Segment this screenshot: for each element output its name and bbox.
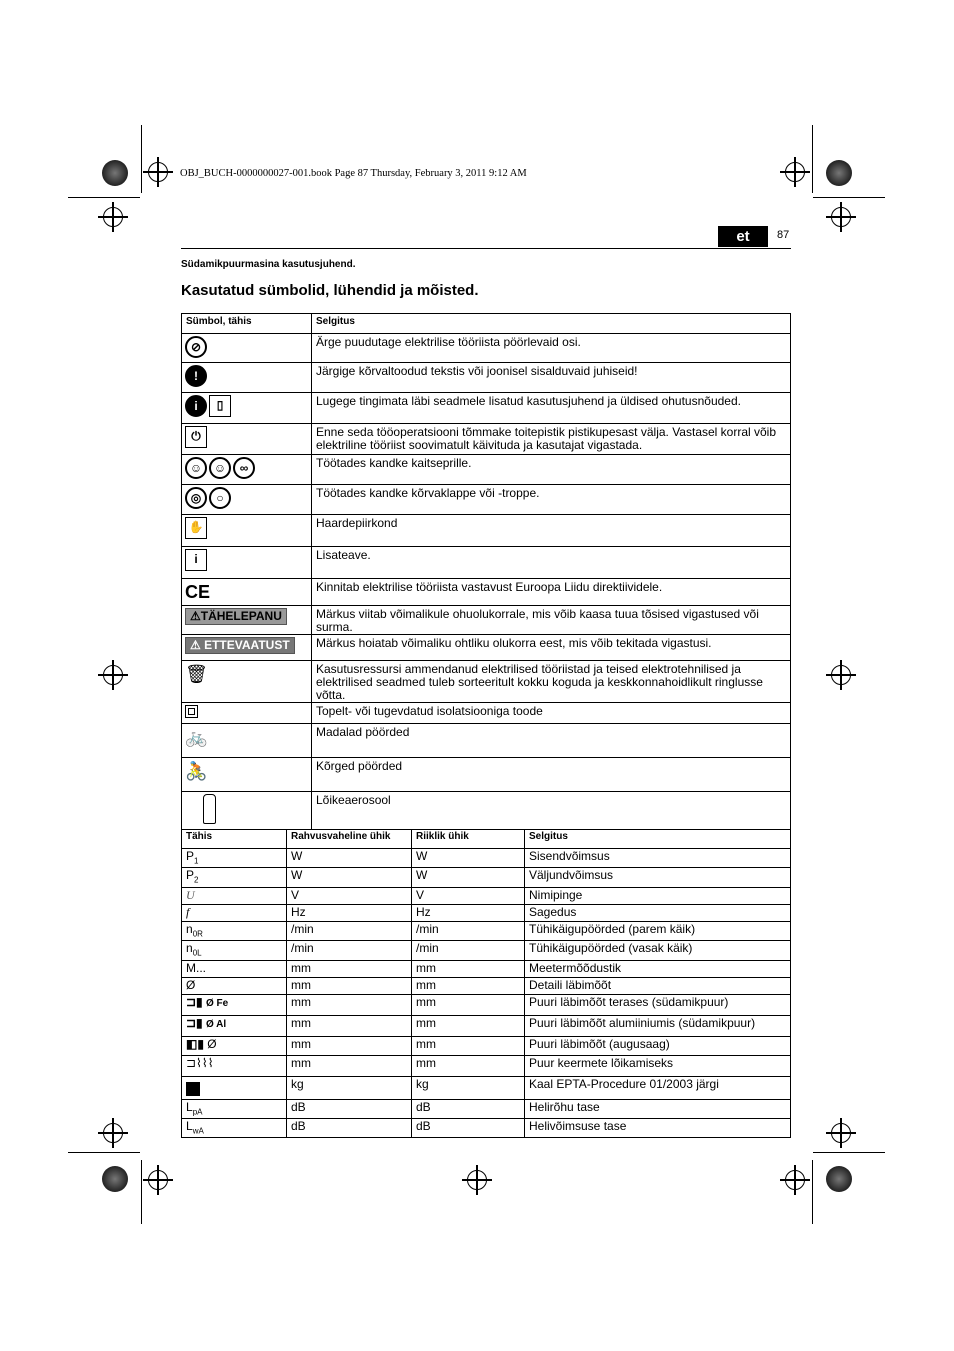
symbol-cell (182, 758, 312, 792)
intl-unit-cell: dB (287, 1118, 412, 1137)
crosshair-mark (103, 665, 123, 685)
symbol-cell (182, 904, 287, 921)
intl-unit-cell: mm (287, 994, 412, 1015)
description-cell: Sagedus (525, 904, 791, 921)
high-speed-bike-icon: 🚴 (185, 761, 208, 781)
symbol-cell (182, 1055, 287, 1076)
info-icon: i (185, 549, 207, 571)
description-cell: Lisateave. (312, 547, 791, 579)
crop-line (812, 125, 813, 193)
crosshair-mark (148, 1170, 168, 1190)
symbol-text: L (186, 1099, 193, 1114)
book-icon: ▯ (209, 395, 231, 417)
description-cell: Detaili läbimõõt (525, 977, 791, 994)
intl-unit-cell: mm (287, 1015, 412, 1036)
table-row (182, 363, 791, 393)
crop-line (141, 1160, 142, 1224)
column-header: Tähis (182, 830, 287, 849)
symbol-cell: M... (182, 960, 287, 977)
symbol-cell (182, 393, 312, 424)
description-cell: Madalad pöörded (312, 724, 791, 758)
crosshair-mark (103, 1123, 123, 1143)
table-row (182, 1055, 791, 1076)
national-unit-cell: /min (412, 941, 525, 960)
symbol-cell (182, 515, 312, 547)
exclamation-icon: ! (185, 365, 207, 387)
symbol-subscript: 0L (192, 948, 202, 958)
core-bit-aluminium-icon: ⊐▮ (186, 1015, 206, 1030)
description-cell: Lõikeaerosool (312, 792, 791, 830)
description-cell: Väljundvõimsus (525, 868, 791, 887)
registration-mark (102, 1166, 128, 1192)
national-unit-cell: dB (412, 1118, 525, 1137)
registration-mark (826, 160, 852, 186)
symbol-cell (182, 1036, 287, 1055)
table-row (182, 849, 791, 868)
description-cell: Kaal EPTA-Procedure 01/2003 järgi (525, 1076, 791, 1099)
symbol-text: n (186, 921, 193, 936)
symbol-subscript: pA (192, 1106, 203, 1116)
caution-label: ⚠ ETTEVAATUST (185, 637, 295, 654)
table-row (182, 661, 791, 703)
description-cell: Järgige kõrvaltoodud tekstis või joonisel sisalduvaid juhiseid! (312, 363, 791, 393)
table-row (182, 547, 791, 579)
national-unit-cell: mm (412, 960, 525, 977)
table-row (182, 1076, 791, 1099)
table-row (182, 887, 791, 904)
national-unit-cell: V (412, 887, 525, 904)
book-info: OBJ_BUCH-0000000027-001.book Page 87 Thursday, February 3, 2011 9:12 AM (180, 168, 527, 179)
symbol-subscript: 0R (192, 929, 203, 939)
description-cell: Kõrged pöörded (312, 758, 791, 792)
crop-line (812, 1160, 813, 1224)
national-unit-cell: mm (412, 994, 525, 1015)
symbol-text: Ø Al (206, 1018, 227, 1030)
symbol-cell (182, 941, 287, 960)
intl-unit-cell: W (287, 868, 412, 887)
low-speed-bike-icon: 🚲 (185, 727, 208, 747)
table-row (182, 977, 791, 994)
protective-goggles-icon: ∞ (233, 457, 255, 479)
table-row (182, 941, 791, 960)
description-cell: Ärge puudutage elektrilise tööriista pöörlevaid osi. (312, 334, 791, 363)
intl-unit-cell: mm (287, 1055, 412, 1076)
intl-unit-cell: Hz (287, 904, 412, 921)
caution-label-text: ETTEVAATUST (204, 638, 290, 652)
hole-saw-icon: ◧▮ (186, 1036, 208, 1051)
symbol-cell (182, 606, 312, 635)
face-shield-icon: ☺ (185, 457, 207, 479)
table-row (182, 334, 791, 363)
intl-unit-cell: /min (287, 941, 412, 960)
description-cell: Haardepiirkond (312, 515, 791, 547)
page-number: 87 (777, 229, 790, 241)
table-row (182, 1036, 791, 1055)
language-tab: et (718, 226, 768, 247)
national-unit-cell: /min (412, 921, 525, 940)
description-cell: Puuri läbimõõt terases (südamikpuur) (525, 994, 791, 1015)
symbol-cell (182, 635, 312, 661)
symbol-cell (182, 849, 287, 868)
registration-mark (102, 160, 128, 186)
helmet-icon: ☺ (209, 457, 231, 479)
table-row (182, 724, 791, 758)
table-header-row (182, 830, 791, 849)
column-header: Selgitus (312, 314, 791, 334)
crop-line (68, 197, 140, 198)
grip-area-icon: ✋ (185, 517, 207, 539)
table-row (182, 960, 791, 977)
crosshair-mark (831, 665, 851, 685)
column-header: Rahvusvaheline ühik (287, 830, 412, 849)
table-row (182, 424, 791, 455)
symbol-cell (182, 547, 312, 579)
description-cell: Märkus viitab võimalikule ohuolukorrale, mis võib kaasa tuua tõsised vigastused või surma. (312, 606, 791, 635)
national-unit-cell: W (412, 849, 525, 868)
intl-unit-cell: kg (287, 1076, 412, 1099)
symbol-text: L (186, 1118, 193, 1133)
registration-mark (826, 1166, 852, 1192)
symbol-cell (182, 424, 312, 455)
crop-line (813, 1152, 885, 1153)
description-cell: Nimipinge (525, 887, 791, 904)
table-row (182, 868, 791, 887)
table-row (182, 393, 791, 424)
symbol-cell (182, 887, 287, 904)
symbol-text: f (186, 904, 190, 919)
symbol-text: Ø Fe (206, 997, 229, 1009)
symbol-text: P (186, 849, 195, 863)
crosshair-mark (467, 1170, 487, 1190)
table-row (182, 703, 791, 724)
symbol-cell (182, 792, 312, 830)
symbol-cell: Ø (182, 977, 287, 994)
national-unit-cell: mm (412, 977, 525, 994)
symbol-text: P (186, 868, 195, 883)
description-cell: Töötades kandke kaitseprille. (312, 455, 791, 485)
ear-protection-icon: ◎ (185, 487, 207, 509)
table-row (182, 579, 791, 606)
intl-unit-cell: V (287, 887, 412, 904)
symbol-cell (182, 994, 287, 1015)
crosshair-mark (148, 162, 168, 182)
symbol-cell (182, 485, 312, 515)
intl-unit-cell: W (287, 849, 412, 868)
symbol-subscript: wA (192, 1126, 204, 1136)
intl-unit-cell: mm (287, 977, 412, 994)
ear-plug-icon: ○ (209, 487, 231, 509)
symbol-cell (182, 921, 287, 940)
symbol-cell (182, 1118, 287, 1137)
symbol-cell (182, 703, 312, 724)
column-header: Selgitus (525, 830, 791, 849)
crosshair-mark (785, 162, 805, 182)
crossed-bin-icon: 🗑 (185, 664, 208, 684)
national-unit-cell: kg (412, 1076, 525, 1099)
header-rule (181, 248, 791, 249)
description-cell: Kinnitab elektrilise tööriista vastavust Euroopa Liidu direktiividele. (312, 579, 791, 606)
table-row (182, 994, 791, 1015)
crosshair-mark (831, 1123, 851, 1143)
table-row (182, 792, 791, 830)
table-row (182, 1118, 791, 1137)
symbol-text: n (186, 941, 193, 956)
description-cell: Meetermõõdustik (525, 960, 791, 977)
table-row (182, 606, 791, 635)
double-insulation-icon (185, 705, 198, 718)
intl-unit-cell: /min (287, 921, 412, 940)
symbol-cell (182, 1015, 287, 1036)
table-row (182, 485, 791, 515)
national-unit-cell: W (412, 868, 525, 887)
symbol-text: U (186, 887, 195, 902)
weight-icon (186, 1082, 200, 1096)
symbol-cell (182, 1076, 287, 1099)
symbol-cell (182, 579, 312, 606)
description-cell: Märkus hoiatab võimaliku ohtliku olukorra eest, mis võib tekitada vigastusi. (312, 635, 791, 661)
thread-tap-icon: ⊐⌇⌇⌇ (186, 1055, 214, 1070)
table-row (182, 904, 791, 921)
section-subtitle: Südamikpuurmasina kasutusjuhend. (181, 259, 356, 270)
intl-unit-cell: dB (287, 1099, 412, 1118)
national-unit-cell: mm (412, 1036, 525, 1055)
core-bit-steel-icon: ⊐▮ (186, 994, 206, 1009)
symbols-table (181, 313, 791, 830)
intl-unit-cell: mm (287, 1036, 412, 1055)
crop-line (68, 1152, 140, 1153)
symbol-cell (182, 1099, 287, 1118)
description-cell: Helivõimsuse tase (525, 1118, 791, 1137)
table-row (182, 1099, 791, 1118)
no-touch-rotating-icon: ⊘ (185, 336, 207, 358)
table-row (182, 635, 791, 661)
symbol-subscript: 1 (194, 856, 199, 866)
crop-line (141, 125, 142, 193)
description-cell: Tühikäigupöörded (parem käik) (525, 921, 791, 940)
unplug-icon: ⏻ (185, 426, 207, 448)
symbol-cell (182, 661, 312, 703)
section-title: Kasutatud sümbolid, lühendid ja mõisted. (181, 282, 479, 299)
description-cell: Enne seda tööoperatsiooni tõmmake toitepistik pistikupesast välja. Vastasel korral võib elektriline tööriist soovimatult käivituda ja kasutajat vigastada. (312, 424, 791, 455)
symbol-text: Ø (207, 1036, 217, 1051)
crosshair-mark (103, 207, 123, 227)
description-cell: Puur keermete lõikamiseks (525, 1055, 791, 1076)
read-manual-icon: i (185, 395, 207, 417)
description-cell: Topelt- või tugevdatud isolatsiooniga toode (312, 703, 791, 724)
description-cell: Kasutusressursi ammendanud elektrilised tööriistad ja teised elektrotehnilised ja elektrilised seadmed tuleb sorteeritult kokku koguda ja keskkonnahoidlikult ringlusse võtta. (312, 661, 791, 703)
description-cell: Tühikäigupöörded (vasak käik) (525, 941, 791, 960)
table-header-row (182, 314, 791, 334)
table-row (182, 455, 791, 485)
spray-can-icon (203, 794, 216, 824)
symbol-cell (182, 724, 312, 758)
column-header: Sümbol, tähis (182, 314, 312, 334)
intl-unit-cell: mm (287, 960, 412, 977)
symbol-cell (182, 455, 312, 485)
warning-label: ⚠TÄHELEPANU (185, 608, 287, 625)
crop-line (813, 197, 885, 198)
table-row (182, 515, 791, 547)
ce-mark-icon: C​E (185, 582, 211, 602)
column-header: Riiklik ühik (412, 830, 525, 849)
symbol-cell (182, 334, 312, 363)
symbol-cell (182, 363, 312, 393)
description-cell: Puuri läbimõõt alumiiniumis (südamikpuur) (525, 1015, 791, 1036)
national-unit-cell: mm (412, 1015, 525, 1036)
table-row (182, 758, 791, 792)
description-cell: Lugege tingimata läbi seadmele lisatud kasutusjuhend ja üldised ohutusnõuded. (312, 393, 791, 424)
description-cell: Puuri läbimõõt (augusaag) (525, 1036, 791, 1055)
symbol-subscript: 2 (194, 875, 199, 885)
crosshair-mark (785, 1170, 805, 1190)
national-unit-cell: mm (412, 1055, 525, 1076)
table-row (182, 1015, 791, 1036)
units-table (181, 829, 791, 1138)
description-cell: Töötades kandke kõrvaklappe või -troppe. (312, 485, 791, 515)
table-row (182, 921, 791, 940)
symbol-cell (182, 868, 287, 887)
national-unit-cell: dB (412, 1099, 525, 1118)
crosshair-mark (831, 207, 851, 227)
warning-label-text: TÄHELEPANU (200, 609, 282, 623)
national-unit-cell: Hz (412, 904, 525, 921)
description-cell: Sisendvõimsus (525, 849, 791, 868)
description-cell: Helirõhu tase (525, 1099, 791, 1118)
